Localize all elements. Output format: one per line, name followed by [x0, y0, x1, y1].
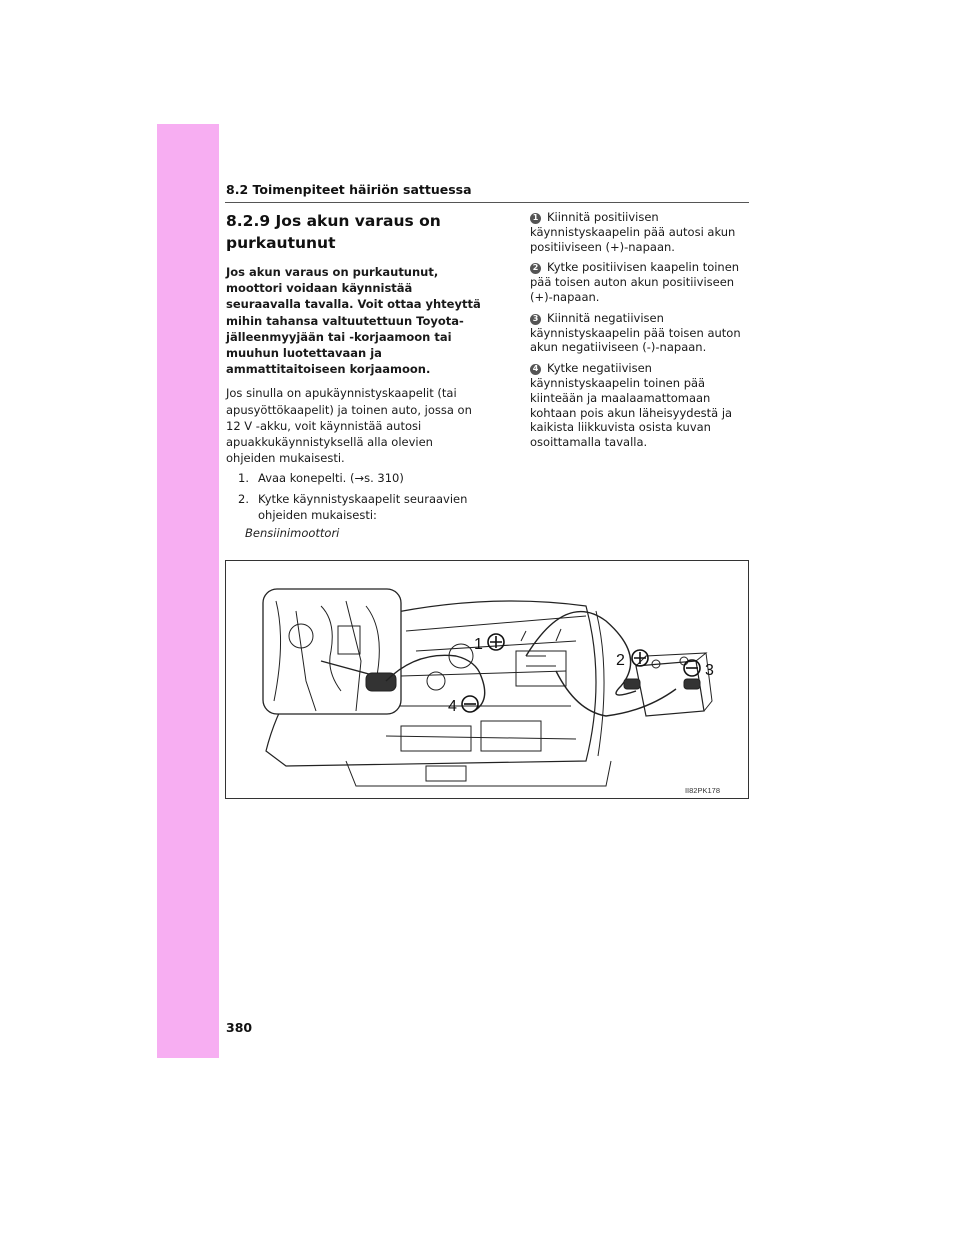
section-header: 8.2 Toimenpiteet häiriön sattuessa	[226, 182, 472, 197]
step-number: 1.	[238, 471, 249, 486]
callout-4: 4	[448, 698, 457, 715]
step-number-badge: 4	[530, 364, 541, 375]
callout-1: 1	[474, 636, 483, 653]
body-paragraph: Jos sinulla on apukäynnistyskaapelit (tai apusyöttökaapelit) ja toinen auto, jossa on 12 V -akku, voit käynnistää autosi apuakkukäynnistyksellä alla olevien ohjeiden mukaisesti.	[226, 386, 472, 466]
connection-step	[530, 210, 758, 254]
side-tab	[157, 124, 219, 1058]
step-text: Kytke positiivisen kaapelin toinen pää toisen auton akun positiiviseen (+)-napaan.	[530, 260, 740, 304]
step-number-badge: 2	[530, 263, 541, 274]
step-number-badge: 1	[530, 213, 541, 224]
section-title: 8.2.9 Jos akun varaus on purkautunut	[226, 212, 441, 252]
figure-code: II82PK178	[684, 786, 720, 795]
step-text: Avaa konepelti. (→s. 310)	[258, 471, 404, 486]
left-column	[226, 210, 486, 527]
figure-caption: Bensiinimoottori	[245, 526, 340, 540]
step-item	[226, 470, 486, 486]
step-number: 2.	[238, 491, 249, 506]
connection-step	[530, 311, 758, 355]
page-number: 380	[226, 1020, 253, 1035]
callout-2: 2	[616, 652, 625, 669]
step-text: Kiinnitä negatiivisen käynnistyskaapelin pää toisen auton akun negatiiviseen (-)-napaan.	[530, 310, 741, 355]
header-rule	[225, 202, 749, 203]
step-text: Kytke negatiivisen käynnistyskaapelin toinen pää kiinteään ja maalaamattomaan kohtaan pois akun läheisyydestä ja kaikista liikkuvista osista kuvan osoittamalla tavalla.	[530, 361, 733, 450]
right-column	[530, 210, 758, 456]
callout-3: 3	[705, 662, 714, 679]
step-number-badge: 3	[530, 314, 541, 325]
manual-page	[219, 124, 749, 1058]
jump-start-illustration	[225, 560, 749, 799]
connection-step	[530, 361, 758, 450]
step-text: Kytke käynnistyskaapelit seuraavien ohjeiden mukaisesti:	[258, 491, 468, 522]
step-text: Kiinnitä positiivisen käynnistyskaapelin pää autosi akun positiiviseen (+)-napaan.	[530, 210, 736, 254]
step-item	[226, 491, 486, 523]
connection-step	[530, 260, 758, 304]
engine-bay-drawing	[226, 561, 750, 800]
intro-paragraph: Jos akun varaus on purkautunut, moottori voidaan käynnistää seuraavalla tavalla. Voit ottaa yhteyttä mihin tahansa valtuutettuun Toyota-jälleenmyyjään tai -korjaamoon tai muuhun luotettavaan ja ammattitaitoiseen korjaamoon.	[226, 265, 481, 377]
